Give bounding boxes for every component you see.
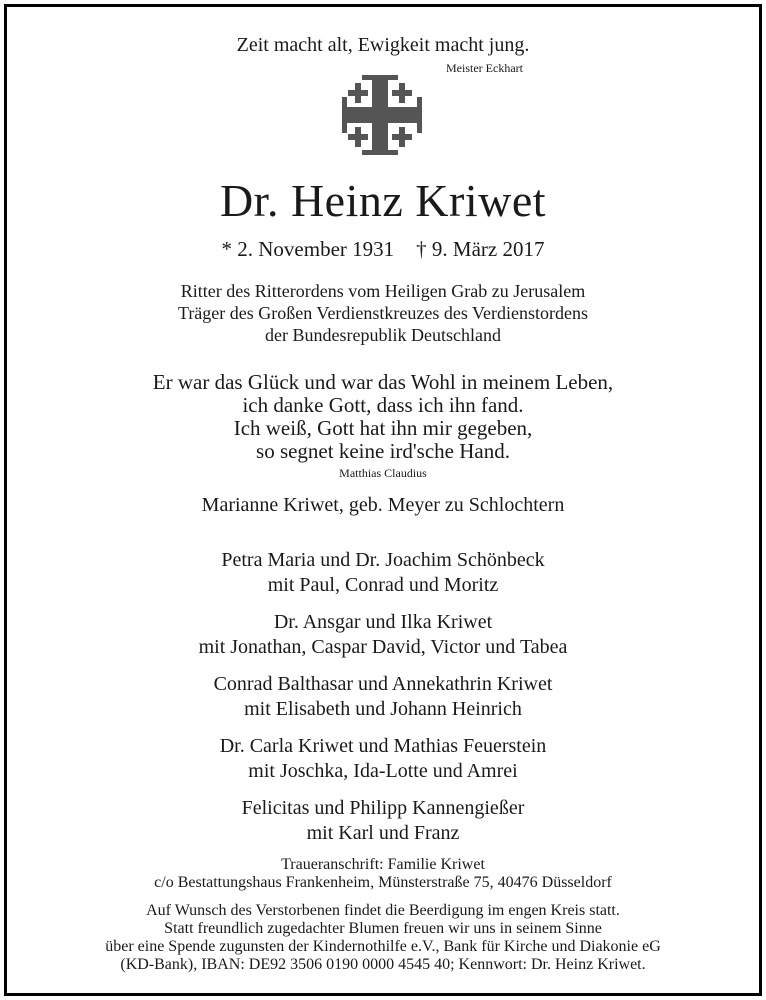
notice-line: Auf Wunsch des Verstorbenen findet die Beerdigung im engen Kreis statt.	[146, 902, 620, 919]
poem-line: ich danke Gott, dass ich ihn fand.	[242, 393, 524, 417]
address-line: Traueranschrift: Familie Kriwet	[281, 856, 485, 873]
family-parents: Dr. Ansgar und Ilka Kriwet	[273, 611, 493, 633]
notice-line: Statt freundlich zugedachter Blumen freuen wir uns in seinem Sinne	[164, 920, 602, 937]
family-group	[0, 610, 766, 660]
family-parents: Petra Maria und Dr. Joachim Schönbeck	[221, 549, 545, 571]
widow-name: Marianne Kriwet, geb. Meyer zu Schlochtern	[201, 494, 565, 516]
family-parents: Dr. Carla Kriwet und Mathias Feuerstein	[219, 735, 547, 757]
family-group	[0, 796, 766, 846]
family-children: mit Paul, Conrad und Moritz	[267, 574, 499, 596]
family-children: mit Joschka, Ida-Lotte und Amrei	[248, 760, 518, 782]
honor-line: Ritter des Ritterordens vom Heiligen Grab zu Jerusalem	[180, 281, 586, 301]
motto-author: Meister Eckhart	[446, 61, 523, 75]
jerusalem-cross-icon	[342, 75, 422, 155]
family-group	[0, 548, 766, 598]
notice-line: über eine Spende zugunsten der Kindernothilfe e.V., Bank für Kirche und Diakonie eG	[105, 938, 661, 955]
family-children: mit Karl und Franz	[306, 822, 460, 844]
cross-shape	[342, 75, 422, 155]
death-date: † 9. März 2017	[416, 237, 545, 261]
honor-line: der Bundesrepublik Deutschland	[265, 325, 501, 345]
birth-date: * 2. November 1931	[221, 237, 395, 261]
poem-author: Matthias Claudius	[339, 466, 427, 480]
deceased-name: Dr. Heinz Kriwet	[219, 175, 547, 226]
notice-line: (KD-Bank), IBAN: DE92 3506 0190 0000 4545 40; Kennwort: Dr. Heinz Kriwet.	[120, 956, 646, 973]
motto-quote: Zeit macht alt, Ewigkeit macht jung.	[236, 34, 530, 56]
honors	[0, 280, 766, 346]
family-parents: Conrad Balthasar und Annekathrin Kriwet	[213, 673, 553, 695]
family-list	[0, 548, 766, 858]
honor-line: Träger des Großen Verdienstkreuzes des Verdienstordens	[177, 303, 589, 323]
poem-line: Ich weiß, Gott hat ihn mir gegeben,	[233, 416, 533, 440]
poem	[0, 371, 766, 463]
life-dates	[0, 237, 766, 262]
family-children: mit Elisabeth und Johann Heinrich	[244, 698, 522, 720]
poem-line: so segnet keine ird'sche Hand.	[256, 439, 510, 463]
poem-line: Er war das Glück und war das Wohl in meinem Leben,	[152, 370, 614, 394]
family-group	[0, 672, 766, 722]
family-group	[0, 734, 766, 784]
funeral-notice	[0, 902, 766, 974]
mourning-address	[0, 856, 766, 892]
address-line: c/o Bestattungshaus Frankenheim, Münsterstraße 75, 40476 Düsseldorf	[154, 874, 612, 891]
family-children: mit Jonathan, Caspar David, Victor und Tabea	[198, 636, 568, 658]
family-parents: Felicitas und Philipp Kannengießer	[241, 797, 525, 819]
